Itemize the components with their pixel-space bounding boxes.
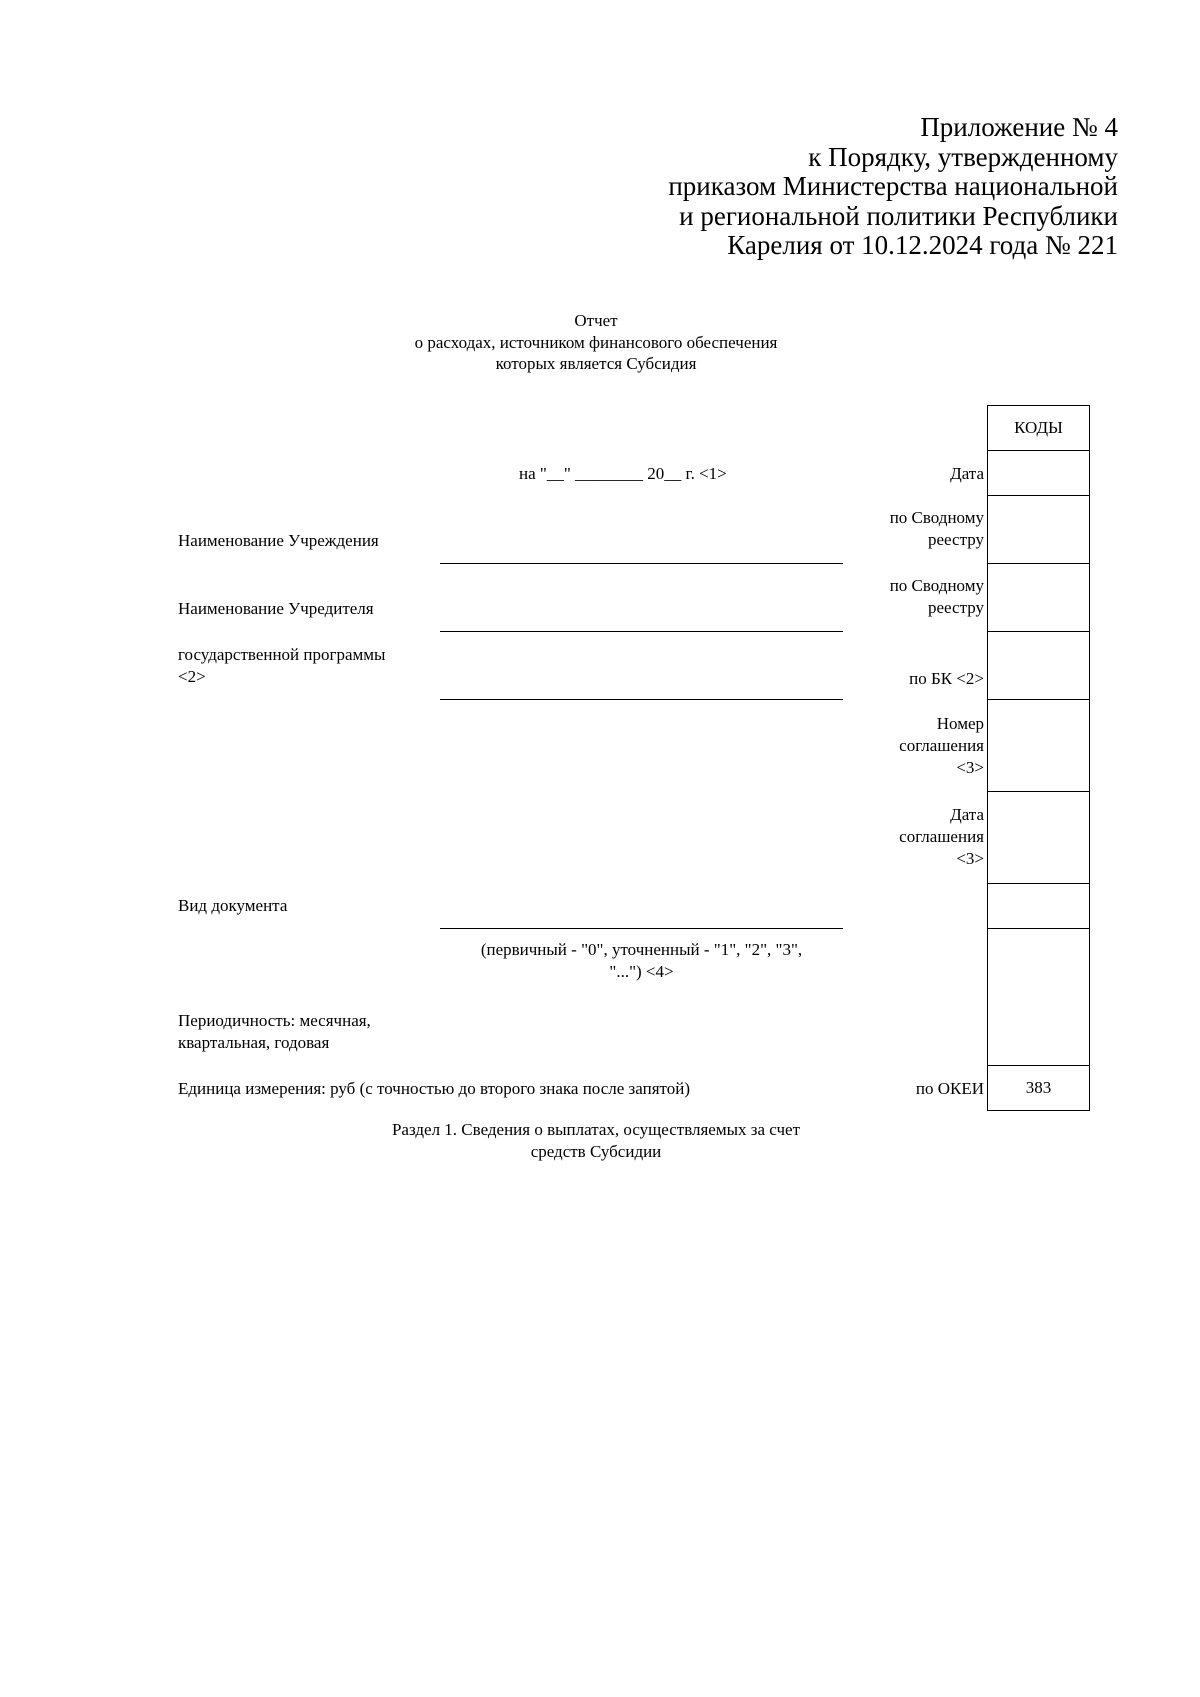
approval-line: Приложение № 4 [920,112,1118,142]
institution-field-line[interactable] [440,563,843,564]
label-line: соглашения [899,736,984,755]
label-line: Номер [936,714,984,733]
code-cell-registry-institution[interactable] [987,495,1090,564]
section-heading-line: Раздел 1. Сведения о выплатах, осуществляемых за счет [391,1120,801,1139]
label-line: соглашения [899,827,984,846]
doc-type-hint [440,939,843,983]
label-line: по Сводному [889,576,984,595]
label-founder: Наименование Учредителя [178,599,374,618]
section-heading-line: средств Субсидии [530,1142,662,1161]
code-cell-date[interactable] [987,450,1090,496]
label-line: реестру [928,598,984,617]
code-cell-okei [987,1065,1090,1111]
program-field-line[interactable] [440,699,843,700]
label-line: реестру [928,530,984,549]
label-unit: Единица измерения: руб (с точностью до второго знака после запятой) [178,1079,690,1098]
label-line: Периодичность: месячная, [178,1011,371,1030]
report-title-line: Отчет [574,311,618,330]
label-line: по Сводному [889,508,984,527]
codes-header: КОДЫ [1014,418,1063,437]
label-agreement-number [899,713,984,779]
codes-header-cell [987,405,1090,451]
label-line: <3> [956,849,984,868]
label-line: государственной программы [178,645,386,664]
approval-line: Карелия от 10.12.2024 года № 221 [727,230,1118,260]
label-doc-type: Вид документа [178,896,288,915]
hint-line: "...") <4> [609,962,674,981]
code-cell-doc-type[interactable] [987,883,1090,929]
label-line: <3> [956,758,984,777]
label-date: Дата [950,464,984,483]
hint-line: (первичный - "0", уточненный - "1", "2", "3", [480,940,803,959]
label-line: Дата [950,805,984,824]
doc-type-field-line[interactable] [440,928,843,929]
approval-line: и региональной политики Республики [679,200,1118,231]
label-line: квартальная, годовая [178,1033,330,1052]
code-cell-agreement-date[interactable] [987,791,1090,884]
report-title-line: которых является Субсидия [495,354,697,373]
label-program [178,644,385,688]
label-bk: по БК <2> [909,669,984,688]
code-cell-periodicity[interactable] [987,928,1090,1066]
label-line: <2> [178,667,206,686]
code-cell-bk[interactable] [987,631,1090,700]
label-agreement-date [899,804,984,870]
code-cell-registry-founder[interactable] [987,563,1090,632]
founder-field-line[interactable] [440,631,843,632]
label-registry-founder [890,575,984,619]
label-institution: Наименование Учреждения [178,531,379,550]
okei-code-value: 383 [1025,1078,1052,1097]
approval-line: приказом Министерства национальной [668,171,1118,201]
section-1-heading [300,1119,892,1163]
approval-block [518,113,1118,261]
label-registry-institution [890,507,984,551]
report-title-line: о расходах, источником финансового обеспечения [414,332,778,352]
report-title [300,310,892,375]
label-periodicity [178,1010,371,1054]
report-date-line: на "__" ________ 20__ г. <1> [519,464,727,483]
code-cell-agreement-number[interactable] [987,699,1090,792]
approval-line: к Порядку, утвержденному [808,141,1118,172]
label-okei: по ОКЕИ [915,1079,984,1098]
